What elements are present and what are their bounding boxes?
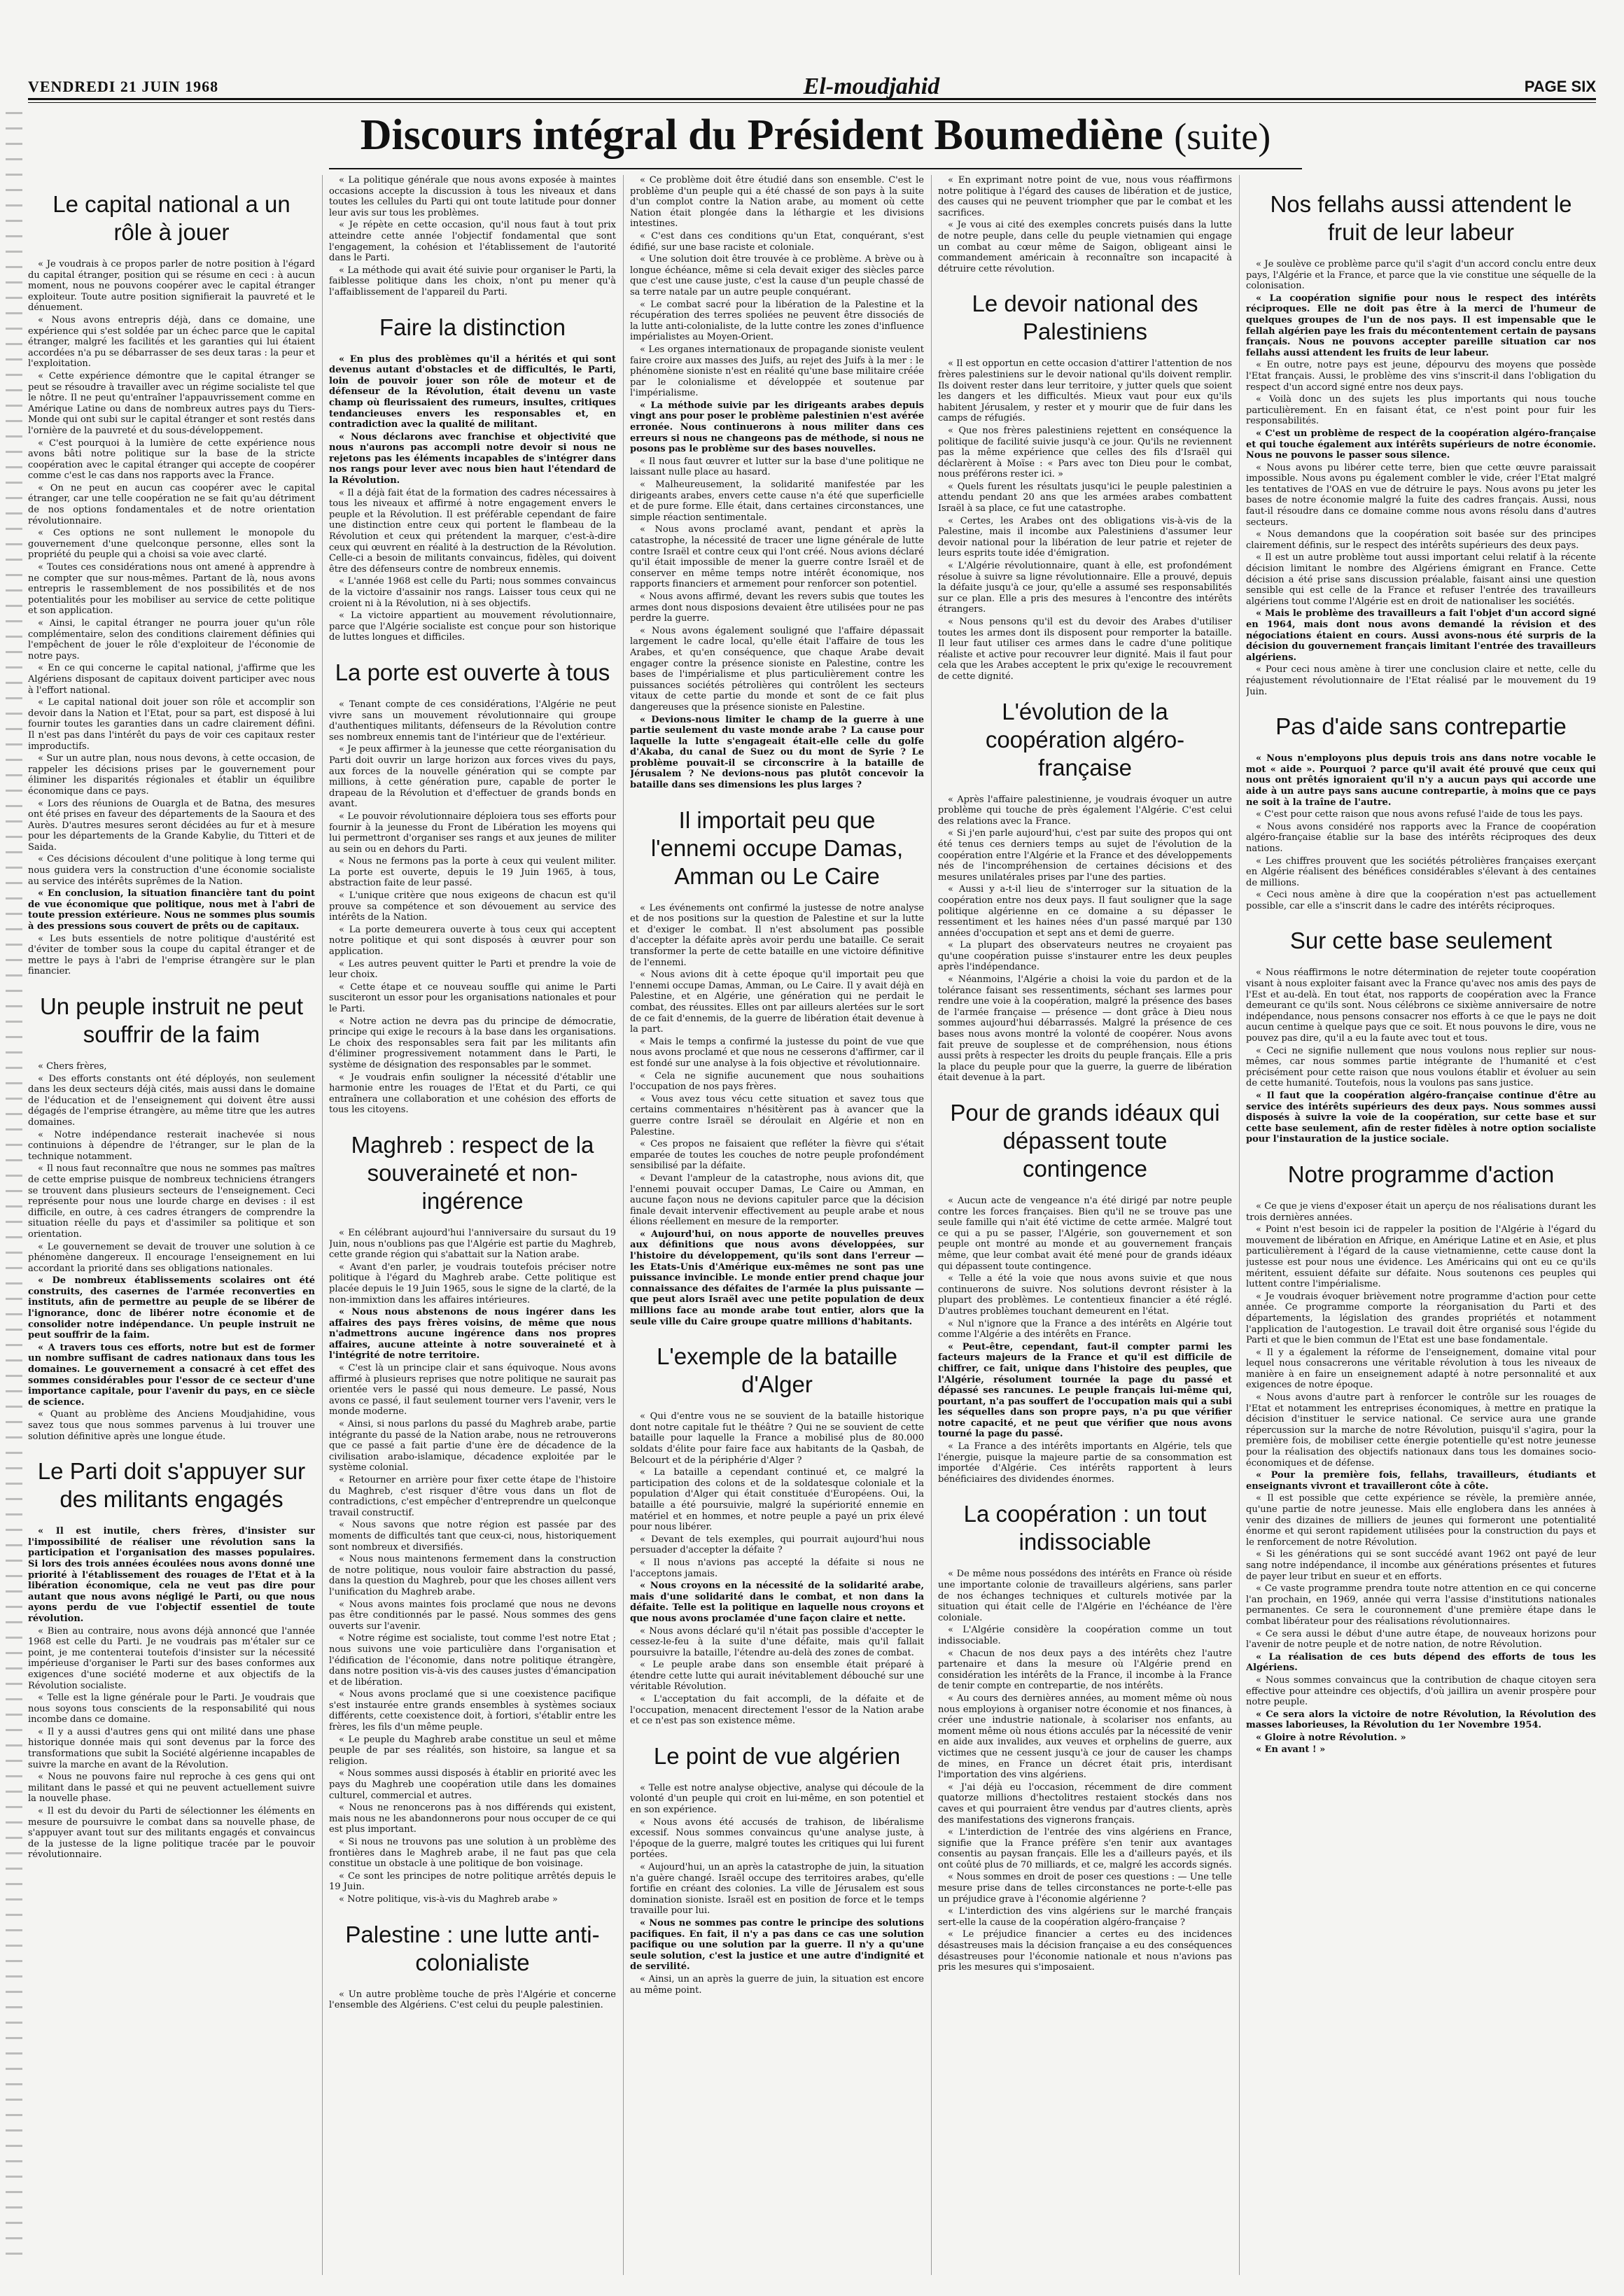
- paragraph: « Il a déjà fait état de la formation des cadres nécessaires à tous les niveaux et affirmé à notre engagement envers le peuple et la Révolution. Il est préférable cependant de faire une distinction entre ceux qui portent le flambeau de la Révolution et ceux qui prétendent la marquer, c'est-à-dire ceux qui œuvrent en réalité à la destruction de la Révolution. Celle-ci a besoin de militants convaincus, fidèles, qui doivent être des défenseurs contre de nombreux ennemis.: [329, 487, 616, 575]
- paragraph: « Nous demandons que la coopération soit basée sur des principes clairement définis, sur le respect des intérêts supérieurs des deux pays.: [1246, 529, 1596, 551]
- paragraph: « Nous avons également souligné que l'affaire dépassait largement le cadre local, qu'elle était l'affaire de tous les Arabes, et qu'en conséquence, que chaque Arabe devait engager contre la présence sioniste en Palestine, contre les bases de l'impérialisme et plus particulièrement contre les puissances sociétés pétrolières qui contrôlent les secteurs vitaux de cette partie du monde et sont de ce fait plus dangereuses que la présence sioniste en Palestine.: [630, 625, 924, 713]
- issue-date: VENDREDI 21 JUIN 1968: [28, 78, 219, 95]
- paragraph: « La méthode suivie par les dirigeants arabes depuis vingt ans pour poser le problème palestinien n'est avérée erronée. Nous continuerons à nous militer dans ces erreurs si nous ne changeons pas de méthode, si nous ne posons pas le problème sur des bases nouvelles.: [630, 400, 924, 455]
- paragraph: « Les chiffres prouvent que les sociétés pétrolières françaises exerçant en Algérie réalisent des bénéfices considérables s'élevant à des centaines de millions.: [1246, 855, 1596, 888]
- paragraph: « C'est là un principe clair et sans équivoque. Nous avons affirmé à plusieurs reprises que notre politique ne saurait pas orientée vers le passé qui nous demeure. Le passé, Nous avons ce passé, il faut seulement tourner vers l'avenir, vers le monde moderne.: [329, 1363, 616, 1418]
- paragraph: « Ceci ne signifie nullement que nous voulons nous replier sur nous-mêmes, car nous sommes partie intégrante de l'humanité et c'est précisément pour cette raison que nous voulons établir et évoluer au sein de cette humanité. Toutefois, nous la voulons pas sans justice.: [1246, 1045, 1596, 1089]
- paragraph: « La France a des intérêts importants en Algérie, tels que l'énergie, puisque la majeure partie de sa consommation est importée d'Algérie. Ces intérêts rapportent à leurs bénéficiaires des dividendes énormes.: [938, 1441, 1232, 1485]
- headline-rule: [329, 168, 1302, 169]
- subhead: Le Parti doit s'appuyer sur des militants engagés: [37, 1458, 306, 1513]
- paragraph: « En exprimant notre point de vue, nous vous réaffirmons notre politique à l'égard des causes de libération et de justice, des causes qui ne peuvent triompher que par le combat et les sacrifices.: [938, 175, 1232, 218]
- paragraph: « Il est du devoir du Parti de sélectionner les éléments en mesure de poursuivre le combat dans sa nouvelle phase, de s'appuyer avant tout sur des militants engagés et convaincus de la justesse de la ligne politique tracée par le pouvoir révolutionnaire.: [28, 1806, 315, 1861]
- paragraph: « Nous déclarons avec franchise et objectivité que nous n'aurons pas accompli notre devoir si nous ne rejetons pas les éléments incapables de s'intégrer dans nos rangs pour lever avec nous bien haut l'étendard de la Révolution.: [329, 431, 616, 486]
- column-divider: [931, 175, 932, 2275]
- paragraph: « Nous avons déclaré qu'il n'était pas possible d'accepter le cessez-le-feu à la suite d'une défaite, mais qu'il fallait poursuivre la bataille, l'étendre au-delà des zones de combat.: [630, 1625, 924, 1658]
- paragraph: « Vous avez tous vécu cette situation et savez tous que certains commentaires n'hésitèrent pas à avancer que la guerre contre Israël se déroulait en Algérie et non en Palestine.: [630, 1093, 924, 1138]
- paragraph: « En célébrant aujourd'hui l'anniversaire du sursaut du 19 Juin, nous n'oublions pas que l'Algérie est partie du Maghreb, cette grande région qui s'abattait sur la Nation arabe.: [329, 1227, 616, 1261]
- paragraph: « Notre régime est socialiste, tout comme l'est notre Etat ; nous suivons une voie particulière dans l'organisation et l'édification de l'économie, dans notre politique étrangère, dans notre position vis-à-vis des causes justes d'émancipation et de libération.: [329, 1633, 616, 1688]
- paragraph: « Que nos frères palestiniens rejettent en conséquence la politique de facilité suivie jusqu'à ce jour. Qu'ils ne reviennent pas la même expérience que celles des fils d'Israël qui déclarèrent à Moïse : « Pars avec ton Dieu pour le combat, nous préférons rester ici. »: [938, 425, 1232, 480]
- subhead: Pour de grands idéaux qui dépassent toute contingence: [950, 1100, 1220, 1182]
- masthead: [28, 73, 1596, 101]
- paragraph: « Notre politique, vis-à-vis du Maghreb arabe »: [339, 1893, 558, 1905]
- paragraph: « C'est dans ces conditions qu'un Etat, conquérant, s'est édifié, sur une base raciste et coloniale.: [630, 230, 924, 253]
- paragraph: « Notre action ne devra pas du principe de démocratie, principe qui exige le recours à la base dans les organisations. Le choix des responsables sera fait par les militants afin d'éliminer progressivement notamment dans le Parti, le système de désignation des responsables par le sommet.: [329, 1016, 616, 1070]
- paragraph: « Il nous faut reconnaître que nous ne sommes pas maîtres de cette emprise puisque de nombreux techniciens étrangers se trouvent dans plusieurs secteurs de l'enseignement. Ceci représente pour nous une lourde charge en devises : il est difficile, en outre, à ces cadres étrangers de comprendre la situation réelle du pays et d'assimiler sa politique et son orientation.: [28, 1163, 315, 1240]
- paragraph: « Ceci nous amène à dire que la coopération n'est pas actuellement possible, car elle a s'inscrit dans le cadre des intérêts réciproques.: [1246, 890, 1596, 911]
- page-number: PAGE SIX: [1524, 78, 1596, 95]
- column-4: [938, 175, 1232, 2282]
- paragraph: « Il y a également la réforme de l'enseignement, domaine vital pour lequel nous consacrerons une véritable révolution à tous les niveaux de manière à en faire un enseignement adapté à notre personnalité et aux exigences de notre époque.: [1246, 1347, 1596, 1391]
- column-5: [1246, 175, 1596, 2282]
- paragraph: « Nous avons considéré nos rapports avec la France de coopération algéro-française établie sur la base des intérêts réciproques des deux nations.: [1246, 821, 1596, 854]
- page-headline: [329, 111, 1302, 167]
- paragraph: « Nous avions dit à cette époque qu'il importait peu que l'ennemi occupe Damas, Amman, ou Le Caire. Il y avait déjà en Palestine, et en Algérie, une génération qui ne perdait le combat, des réussites. Elles ont par ailleurs alertées sur le sort de ce fait d'ennemis, de la guerre de libération était devenue à la part.: [630, 969, 924, 1035]
- paragraph: « En ce qui concerne le capital national, j'affirme que les Algériens disposant de capitaux doivent participer avec nous à l'effort national.: [28, 663, 315, 696]
- paragraph: « A travers tous ces efforts, notre but est de former un nombre suffisant de cadres nationaux dans tous les domaines. Le gouvernement a consacré à cet effet des sommes considérables pour l'essor de ce secteur d'une importance capitale, pour l'avenir du pays, en ce siècle de science.: [28, 1342, 315, 1408]
- paragraph: « La politique générale que nous avons exposée à maintes occasions accepte la discussion à tous les niveaux et dans toutes les cellules du Parti qui ont toute latitude pour donner leur avis sur tous les problèmes.: [329, 175, 616, 218]
- paragraph: « La victoire appartient au mouvement révolutionnaire, parce que l'Algérie socialiste est conçue pour son historique de luttes longues et difficiles.: [329, 610, 616, 643]
- paragraph: « Chacun de nos deux pays a des intérêts chez l'autre partenaire et dans la mesure où l'Algérie prend en considération les intérêts de la France, il incombe à la France de tenir compte en contrepartie, de nos intérêts.: [938, 1648, 1232, 1692]
- paragraph: « Mais le temps a confirmé la justesse du point de vue que nous avons proclamé et que nous ne cesserons d'affirmer, car il est fondé sur une analyse à la fois objective et révolutionnaire.: [630, 1036, 924, 1069]
- paragraph: « En outre, notre pays est jeune, dépourvu des moyens que possède l'Etat français. Aussi, le problème des vins s'inscrit-il dans l'obligation du respect d'un accord signé entre nos deux pays.: [1246, 360, 1596, 393]
- paragraph: « De nombreux établissements scolaires ont été construits, des casernes de l'armée reconverties en instituts, afin de permettre au peuple de se libérer de l'ignorance, donc de libérer notre économie et de consolider notre indépendance. Un peuple instruit ne peut souffrir de la faim.: [28, 1275, 315, 1341]
- paragraph: « Chers frères,: [38, 1061, 107, 1072]
- paragraph: « Il faut que la coopération algéro-française continue d'être au service des intérêts supérieurs des deux pays. Nous sommes aussi disposés à suivre la voie de la coopération, sur cette base et sur cette base seulement, afin de rester fidèles à notre option socialiste pour l'instauration de la justice sociale.: [1246, 1091, 1596, 1145]
- margin-binding-dots: [6, 112, 22, 2268]
- paragraph: « Nous nous abstenons de nous ingérer dans les affaires des pays frères voisins, de même que nous n'admettrons aucune ingérence dans nos propres affaires, aucune atteinte à notre souveraineté et à l'intégrité de notre territoire.: [329, 1307, 616, 1362]
- headline-main: Discours intégral du Président Boumediène: [360, 111, 1163, 159]
- subhead: Le capital national a un rôle à jouer: [52, 191, 290, 245]
- paragraph: « Ces décisions découlent d'une politique à long terme qui nous guidera vers la construction d'une économie socialiste au service des intérêts suprêmes de la Nation.: [28, 854, 315, 887]
- paragraph: « Nous ne pouvons faire nul reproche à ces gens qui ont militant dans le passé et qui ne peuvent actuellement suivre la nouvelle phase.: [28, 1772, 315, 1805]
- paragraph: « Il y a aussi d'autres gens qui ont milité dans une phase historique donnée mais qui sont devenus par la force des transformations que subit la Société algérienne incapables de suivre la marche en avant de la Révolution.: [28, 1726, 315, 1770]
- paragraph: « Devions-nous limiter le champ de la guerre à une partie seulement du vaste monde arabe ? La cause pour laquelle la lutte s'engageait était-elle celle du golfe d'Akaba, du canal de Suez ou du mont de Syrie ? Le problème pouvait-il se circonscrire à la bataille de Jérusalem ? Ne devions-nous pas plutôt concevoir la bataille dans ses dimensions les plus larges ?: [630, 714, 924, 791]
- paragraph: « Au cours des dernières années, au moment même où nous nous employions à organiser notre économie et nos finances, à créer une industrie nationale, à scolariser nos enfants, au moment même où nous étions acculés par la nécessité de venir en aide aux invalides, aux veuves et orphelins de guerre, aux victimes que ne cessent jusqu'à ce jour de causer les champs de mines, en France un décret était pris, interdisant l'importation des vins algériens.: [938, 1693, 1232, 1781]
- paragraph: « Ainsi, le capital étranger ne pourra jouer qu'un rôle complémentaire, selon des conditions clairement définies qui l'empêchent de jouer le rôle d'exploiteur de l'économie de notre pays.: [28, 618, 315, 662]
- paragraph: « L'Algérie considère la coopération comme un tout indissociable.: [938, 1625, 1232, 1646]
- paragraph: « Point n'est besoin ici de rappeler la position de l'Algérie à l'égard du mouvement de libération en Afrique, en Amérique Latine et en Asie, et plus particulièrement à l'égard de la cause vietnamienne, cette cause dont la justesse est pour nous une évidence. Les Américains qui ont eu ce qu'ils méritent, essuient défaite sur défaite. Nous soutenons ces peuples qui luttent contre l'impérialisme.: [1246, 1224, 1596, 1290]
- paragraph: « Le pouvoir révolutionnaire déploiera tous ses efforts pour fournir à la jeunesse du Front de Libération les moyens qui lui permettront d'organiser ses rangs et aux jeunes de militer au sein ou en dehors du Parti.: [329, 811, 616, 855]
- paragraph: « Nous avons proclamé avant, pendant et après la catastrophe, la nécessité de tracer une ligne générale de lutte contre Israël et contre ceux qui l'ont créé. Nous avions déclaré qu'il était impossible de mener la guerre contre Israël et de conserver en même temps notre intérêt économique, nos rapports financiers et armement pour renforcer son potentiel.: [630, 524, 924, 590]
- paragraph: « Le peuple arabe dans son ensemble était préparé à étendre cette lutte qui aurait inévitablement débouché sur une véritable Révolution.: [630, 1660, 924, 1693]
- paragraph: « Telle a été la voie que nous avons suivie et que nous continuerons de suivre. Nos solutions devront résister à la plupart des problèmes. Le contentieux financier a été réglé. D'autres problèmes touchant demeurent en l'état.: [938, 1273, 1232, 1317]
- paragraph: « Ce vaste programme prendra toute notre attention en ce qui concerne l'an prochain, en 1969, année qui verra l'assise d'institutions nationales permanentes. Ce sera le couronnement d'une première étape dans le combat libérateur pour des réalisations révolutionnaires.: [1246, 1583, 1596, 1627]
- paragraph: « Nous ne fermons pas la porte à ceux qui veulent militer. La porte est ouverte, depuis le 19 Juin 1965, à tous, abstraction faite de leur passé.: [329, 856, 616, 889]
- paragraph: « Les autres peuvent quitter le Parti et prendre la voie de leur choix.: [329, 958, 616, 981]
- paragraph: « Je soulève ce problème parce qu'il s'agit d'un accord conclu entre deux pays, l'Algérie et la France, et parce que la vie constitue une séquelle de la colonisation.: [1246, 259, 1596, 292]
- paragraph: « Nous ne sommes pas contre le principe des solutions pacifiques. En fait, il n'y a pas dans ce cas une solution pacifique ou une solution par la guerre. Il n'y a qu'une seule solution, c'est la justice et une autre d'indignité et de servilité.: [630, 1917, 924, 1973]
- paragraph: « Tenant compte de ces considérations, l'Algérie ne peut vivre sans un mouvement révolutionnaire qui groupe d'authentiques militants, défenseurs de la Révolution contre ses nombreux ennemis tant de l'intérieur que de l'extérieur.: [329, 699, 616, 743]
- paragraph: « Mais le problème des travailleurs a fait l'objet d'un accord signé en 1964, mais dont nous avons demandé la révision et des négociations étaient en cours. Aussi avons-nous été surpris de la décision du gouvernement français limitant l'entrée des travailleurs algériens.: [1246, 608, 1596, 663]
- paragraph: « Nous avons affirmé, devant les revers subis que toutes les armes dont nous disposions devaient être utilisées pour ne pas perdre la guerre.: [630, 591, 924, 624]
- paragraph: « Nous ne renoncerons pas à nos différends qui existent, mais nous ne les abandonnerons pour nous occuper de ce qui est plus important.: [329, 1802, 616, 1835]
- column-3: [630, 175, 924, 2282]
- paragraph: « Je répète en cette occasion, qu'il nous faut à tout prix atteindre cette année l'objectif fondamental que sont l'engagement, la cohésion et l'établissement de l'autorité dans le Parti.: [329, 220, 616, 264]
- paragraph: « Ce sont les principes de notre politique arrêtés depuis le 19 Juin.: [329, 1870, 616, 1893]
- paragraph: « Il est inutile, chers frères, d'insister sur l'impossibilité de réaliser une révolution sans la participation et l'organisation des masses populaires. Si lors des trois années écoulées nous avons donné une priorité à l'établissement des rouages de l'Etat et à la libération économique, cela ne veut pas dire pour autant que nous avons négligé le Parti, ou que nous ayons perdu de vue l'objectif essentiel de toute révolution.: [28, 1526, 315, 1624]
- paragraph: « La réalisation de ces buts dépend des efforts de tous les Algériens.: [1246, 1651, 1596, 1674]
- paragraph: « Il nous faut œuvrer et lutter sur la base d'une politique ne laissant nulle place au hasard.: [630, 456, 924, 478]
- paragraph: « Les organes internationaux de propagande sioniste veulent faire croire aux masses des Juifs, au rejet des Juifs à la mer : le phénomène sioniste n'est en réalité qu'une base militaire créée par le colonialisme et développée et soutenue par l'impérialisme.: [630, 344, 924, 399]
- paragraph: « Il est un autre problème tout aussi important celui relatif à la récente décision limitant le nombre des Algériens émigrant en France. Cette décision a été prise sans discussion préalable, faisant ainsi une question sensible qui est celle de la France et refuser l'entrée des travailleurs algériens tout comme l'Algérie est en droit de nationaliser les sociétés.: [1246, 552, 1596, 607]
- paragraph: « Ainsi, un an après la guerre de juin, la situation est encore au même point.: [630, 1973, 924, 1996]
- paragraph: « C'est pourquoi à la lumière de cette expérience nous avons bâti notre politique sur la base de la stricte coopération avec le capital étranger qui accepte de coopérer comme c'est le cas dans nos rapports avec la France.: [28, 438, 315, 482]
- paragraph: « La méthode qui avait été suivie pour organiser le Parti, la faiblesse politique dans les choix, n'ont pu mener qu'à l'affaiblissement de l'appareil du Parti.: [329, 265, 616, 298]
- paragraph: « L'unique critère que nous exigeons de chacun est qu'il prouve sa compétence et son dévouement au service des intérêts de la Nation.: [329, 890, 616, 923]
- paragraph: « En avant ! »: [1256, 1744, 1326, 1756]
- paragraph: « Nous avons d'autre part à renforcer le contrôle sur les rouages de l'Etat et notamment les entreprises économiques, à mettre en pratique la décision d'instituer le service national. Ce service aura une grande répercussion sur la marche de notre Révolution, puisqu'il s'agira, pour la première fois, de mobiliser cette énergie potentielle qu'est notre jeunesse pour la réalisation des objectifs nationaux dans tous les domaines socio-économiques et de défense.: [1246, 1392, 1596, 1469]
- paragraph: « Devant de tels exemples, qui pourrait aujourd'hui nous persuader d'accepter la défaite ?: [630, 1534, 924, 1556]
- masthead-rule-thin: [28, 102, 1596, 103]
- subhead: Un peuple instruit ne peut souffrir de la faim: [39, 993, 304, 1047]
- subhead: L'évolution de la coopération algéro-française: [985, 698, 1185, 780]
- subhead: Le point de vue algérien: [653, 1742, 901, 1769]
- paragraph: « Nous croyons en la nécessité de la solidarité arabe, mais d'une solidarité dans le combat, et non dans la défaite. Telle est la politique en laquelle nous croyons et que nous avons proclamée d'une façon claire et nette.: [630, 1581, 924, 1624]
- paragraph: « Nous n'employons plus depuis trois ans dans notre vocable le mot « aide ». Pourquoi ? parce qu'il avait été prouvé que ceux qui nous ont prêtés ignoraient qu'il n'y a aucun pays qui accorde une aide à un autre pays sans aucune contrepartie, à moins que ce pays ne soit à la traîne de l'autre.: [1246, 753, 1596, 808]
- paragraph: « Pour la première fois, fellahs, travailleurs, étudiants et enseignants vivront et travailleront côte à côte.: [1246, 1470, 1596, 1492]
- subhead: Maghreb : respect de la souveraineté et non-ingérence: [351, 1131, 594, 1214]
- subhead: Palestine : une lutte anti-colonialiste: [345, 1921, 600, 1975]
- paragraph: « Je voudrais à ce propos parler de notre position à l'égard du capital étranger, position qui se résume en ceci : à aucun moment, nous ne pouvons coopérer avec le capital étranger exploiteur. Toute autre position signifierait la pauvreté et le dénuement.: [28, 259, 315, 314]
- paragraph: « Quels furent les résultats jusqu'ici le peuple palestinien a attendu pendant 20 ans que les armées arabes combattent Israël à sa place, ce fut une catastrophe.: [938, 481, 1232, 514]
- paragraph: « L'interdiction des vins algériens sur le marché français sert-elle la cause de la coopération algéro-française ?: [938, 1906, 1232, 1928]
- subhead: Le devoir national des Palestiniens: [972, 290, 1198, 345]
- subhead: Sur cette base seulement: [1289, 927, 1553, 954]
- paragraph: « C'est un problème de respect de la coopération algéro-française et qui touche également aux intérêts supérieurs de notre économie. Nous ne pouvons le passer sous silence.: [1246, 428, 1596, 461]
- subhead: La coopération : un tout indissociable: [963, 1501, 1207, 1555]
- paragraph: « Nous savons que notre région est passée par des moments de difficultés tant que ceux-ci, nous, historiquement sont nombreux et diversifiés.: [329, 1520, 616, 1553]
- paragraph: « Si les générations qui se sont succédé avant 1962 ont payé de leur sang notre indépendance, il incombe aux générations présentes et futures de payer leur tribut en sueur et en efforts.: [1246, 1549, 1596, 1582]
- paragraph: « Aucun acte de vengeance n'a été dirigé par notre peuple contre les forces françaises. Bien qu'il ne se trouve pas une seule famille qui n'ait été victime de cette armée. Malgré tout ce qui a pu se passer, l'Algérie, son gouvernement et son peuple ont montré au monde et au gouvernement français même, que leur combat avait été mené pour de grands idéaux qui dépassent toute contingence.: [938, 1196, 1232, 1272]
- paragraph: « La porte demeurera ouverte à tous ceux qui acceptent notre politique et qui sont disposés à œuvrer pour son application.: [329, 924, 616, 958]
- subhead: Notre programme d'action: [1287, 1161, 1555, 1187]
- paragraph: « De même nous possédons des intérêts en France où réside une importante colonie de travailleurs algériens, sans parler de nos échanges techniques et culturels motivée par la situation qui était celle de l'Algérie en l'échéance de l'ère coloniale.: [938, 1569, 1232, 1623]
- paragraph: « Ces propos ne faisaient que refléter la fièvre qui s'était emparée de toutes les couches de notre peuple profondément sensibilisé par la défaite.: [630, 1139, 924, 1172]
- paragraph: « Nous sommes aussi disposés à établir en priorité avec les pays du Maghreb une coopération utile dans les domaines culturel, commercial et autres.: [329, 1768, 616, 1801]
- column-divider: [1239, 175, 1240, 2275]
- paragraph: « Des efforts constants ont été déployés, non seulement dans les deux secteurs déjà cités, mais aussi dans le domaine de l'éducation et de l'enseignement qui doivent être aussi dégagés de l'emprise étrangère, au même titre que les autres domaines.: [28, 1073, 315, 1128]
- subhead: Faire la distinction: [379, 314, 566, 340]
- paragraph: « Si nous ne trouvons pas une solution à un problème des frontières dans le Maghreb arabe, il ne faut pas que cela constitue un obstacle à une politique de bon voisinage.: [329, 1837, 616, 1870]
- paragraph: « Le peuple du Maghreb arabe constitue un seul et même peuple de par ses réalités, son histoire, sa langue et sa religion.: [329, 1734, 616, 1767]
- paragraph: « Pour ceci nous amène à tirer une conclusion claire et nette, celle du réajustement révolutionnaire de l'Etat réalisé par le mouvement du 19 Juin.: [1246, 664, 1596, 697]
- paragraph: « Ces options ne sont nullement le monopole du gouvernement d'une quelconque personne, elles sont la propriété du peuple qui a choisi sa voie avec clarté.: [28, 528, 315, 561]
- paragraph: « Cela ne signifie aucunement que nous souhaitions l'occupation de nos pays frères.: [630, 1070, 924, 1093]
- masthead-rule: [28, 98, 1596, 100]
- paragraph: « Nous nous maintenons fermement dans la construction de notre politique, nous vouloir faire abstraction du passé, dans la question du Maghreb, pour que les choses aillent vers l'unification du Maghreb arabe.: [329, 1554, 616, 1597]
- headline-suite: (suite): [1174, 115, 1271, 158]
- column-2: [329, 175, 616, 2282]
- paragraph: « Quant au problème des Anciens Moudjahidine, vous savez tous que nous sommes parvenus à lui trouver une solution définitive après une longue étude.: [28, 1409, 315, 1442]
- paragraph: « Retourner en arrière pour fixer cette étape de l'histoire du Maghreb, c'est risquer d'être vous dans un flot de contradictions, c'est empêcher d'entreprendre un quelconque travail constructif.: [329, 1475, 616, 1518]
- paragraph: « Telle est notre analyse objective, analyse qui découle de la volonté d'un peuple qui croit en lui-même, en son potentiel et en son expérience.: [630, 1782, 924, 1816]
- paragraph: « Ce sera aussi le début d'une autre étape, de nouveaux horizons pour l'avenir de notre peuple et de notre nation, de notre Révolution.: [1246, 1628, 1596, 1651]
- paragraph: « Malheureusement, la solidarité manifestée par les dirigeants arabes, envers cette cause n'a été que superficielle et de pure forme. Elle était, dans certaines circonstances, une simple réaction sentimentale.: [630, 479, 924, 523]
- paragraph: « Néanmoins, l'Algérie a choisi la voie du pardon et de la tolérance faisant ses ressentiments, séchant ses larmes pour rendre une voie à la coopération, malgré la présence des bases de l'armée française — présence — dont grâce à Dieu nous sommes aujourd'hui débarrassés. Malgré la présence de ces bases nous avons montré la volonté de coopérer. Nous avons fait preuve de souplesse et de compréhension, nous étions aussi prêts à respecter les droits du peuple français. Elle a pris la place du peuple pour que la guerre, la guerre de libération était devenue à la part.: [938, 974, 1232, 1084]
- paragraph: « Toutes ces considérations nous ont amené à apprendre à ne compter que sur nous-mêmes. Partant de là, nous avons entrepris le rassemblement de nos possibilités et de nos potentialités pour les mobiliser au service de cette politique et son application.: [28, 562, 315, 617]
- paragraph: « Gloire à notre Révolution. »: [1256, 1732, 1406, 1743]
- paragraph: « Une solution doit être trouvée à ce problème. A brève ou à longue échéance, même si cela devait exiger des siècles parce que c'est une cause juste, c'est la cause d'un peuple chassé de sa terre natale par un autre peuple conquérant.: [630, 254, 924, 298]
- paragraph: « Nous sommes en droit de poser ces questions : — Une telle mesure prise dans de telles circonstances ne porte-t-elle pas un préjudice grave à l'économie algérienne ?: [938, 1872, 1232, 1905]
- paragraph: « Bien au contraire, nous avons déjà annoncé que l'année 1968 est celle du Parti. Je ne voudrais pas m'étaler sur ce point, je me contenterai toutefois d'insister sur la nécessité impérieuse d'organiser le Parti sur des bases conformes aux exigences d'une société moderne et aux objectifs de la Révolution socialiste.: [28, 1625, 315, 1691]
- paragraph: « Un autre problème touche de près l'Algérie et concerne l'ensemble des Algériens. C'est celui du peuple palestinien.: [329, 1989, 616, 2011]
- paragraph: « Nous avons maintes fois proclamé que nous ne devons pas être conditionnés par le passé. Nous sommes des gens ouverts sur l'avenir.: [329, 1599, 616, 1632]
- paragraph: « Nous avons entrepris déjà, dans ce domaine, une expérience qui s'est soldée par un échec parce que le capital étranger, malgré les facilités et les garanties qui lui étaient accordées n'a pu se débarrasser de ses deux taras : la peur et l'exploitation.: [28, 314, 315, 370]
- subhead: La porte est ouverte à tous: [335, 659, 610, 685]
- paragraph: « Il est opportun en cette occasion d'attirer l'attention de nos frères palestiniens sur le devoir national qu'ils doivent remplir. Ils doivent rester dans leur territoire, y jutter quels que soient les dangers et les difficultés. Mieux vaut pour eux qu'ils habitent Jérusalem, y rester et y mourir que de fuir dans les camps de réfugiés.: [938, 358, 1232, 424]
- paragraph: « Aujourd'hui, un an après la catastrophe de juin, la situation n'a guère changé. Israël occupe des territoires arabes, qu'elle fortifie en créant des colonies. La ville de Jérusalem est sous domination sioniste. Israël est en position de force et le temps travaille pour lui.: [630, 1862, 924, 1917]
- paragraph: « Le combat sacré pour la libération de la Palestine et la récupération des terres spoliées ne peuvent être dissociés de la lutte anti-colonialiste, de la lutte contre les zones d'influence impérialistes au Moyen-Orient.: [630, 299, 924, 343]
- paragraph: « Notre indépendance resterait inachevée si nous continuions à dépendre de l'étranger, sur le plan de la technique notamment.: [28, 1129, 315, 1162]
- paragraph: « L'Algérie révolutionnaire, quant à elle, est profondément résolue à suivre sa ligne révolutionnaire. Elle a prouvé, depuis la défaite jusqu'à ce jour, qu'elle a assumé ses responsabilités sur ce plan. Elle a pris des mesures à l'encontre des intérêts étrangers.: [938, 561, 1232, 615]
- paragraph: « On ne peut en aucun cas coopérer avec le capital étranger, car une telle coopération ne se fait qu'au détriment de nos options fondamentales et de notre orientation révolutionnaire.: [28, 482, 315, 526]
- subhead: Il importait peu que l'ennemi occupe Damas, Amman ou Le Caire: [650, 806, 904, 889]
- paragraph: « Ce que je viens d'exposer était un aperçu de nos réalisations durant les trois dernières années.: [1246, 1200, 1596, 1223]
- paragraph: « Lors des réunions de Ouargla et de Batna, des mesures ont été prises en faveur des départements de la Saoura et des Aurès. D'autres mesures seront décidées au fur et à mesure pour les départements de la Grande Kabylie, du Titteri et de Saida.: [28, 798, 315, 853]
- paragraph: « C'est pour cette raison que nous avons refusé l'aide de tous les pays.: [1256, 809, 1583, 820]
- paragraph: « Nous avons pu libérer cette terre, bien que cette œuvre paraissait impossible. Nous avons pu également combler le vide, créer l'Etat malgré les tentatives de l'OAS en vue de détruire le pays. Nous avons pu jeter les bases de notre économie malgré la fuite des cadres français. Aussi, nous faut-il résoudre dans ce domaine comme nous avons résolu dans d'autres secteurs.: [1246, 462, 1596, 528]
- paragraph: « La bataille a cependant continué et, ce malgré la participation des colons et de la soldatesque coloniale et la population d'Alger qui était constituée d'Européens. Oui, la bataille a été poursuivie, malgré la supériorité ennemie en matériel et en hommes, et notre peuple a payé un prix élevé pour nous libérer.: [630, 1467, 924, 1533]
- paragraph: « Aujourd'hui, on nous apporte de nouvelles preuves aux définitions que nous avons développées, sur l'histoire du développement, qu'ils sont dans l'erreur — les Etats-Unis d'Amérique eux-mêmes ne sont pas une puissance invincible. Le monde entier prend chaque jour connaissance des défaites de l'armée la plus puissante — que peut alors Israël avec une petite population de deux millions face au monde arabe tout entier, alors que la seule ville du Caire groupe quatre millions d'habitants.: [630, 1228, 924, 1327]
- paragraph: « Cette étape et ce nouveau souffle qui anime le Parti susciteront un essor pour les organisations nationales et pour le Parti.: [329, 981, 616, 1014]
- subhead: Nos fellahs aussi attendent le fruit de leur labeur: [1270, 191, 1572, 245]
- paragraph: « J'ai déjà eu l'occasion, récemment de dire comment quatorze millions d'hectolitres restaient stockés dans nos caves et qui pourraient être vendus par d'autres clients, après des manifestations des vignerons français.: [938, 1782, 1232, 1826]
- paragraph: « Après l'affaire palestinienne, je voudrais évoquer un autre problème qui touche de près également l'Algérie. C'est celui des relations avec la France.: [938, 794, 1232, 827]
- paragraph: « Ce problème doit être étudié dans son ensemble. C'est le problème d'un peuple qui a été chassé de son pays à la suite d'un complot contre la Nation arabe, au moment où cette Nation était plongée dans la léthargie et les divisions intestines.: [630, 175, 924, 230]
- subhead: Pas d'aide sans contrepartie: [1275, 713, 1567, 740]
- paragraph: « Qui d'entre vous ne se souvient de la bataille historique dont notre capitale fut le théâtre ? Qui ne se souvient de cette bataille pour laquelle la France a mobilisé plus de 80.000 soldats d'élite pour faire face aux habitants de la Qasbah, de Belcourt et de la périphérie d'Alger ?: [630, 1411, 924, 1466]
- subhead: L'exemple de la bataille d'Alger: [657, 1343, 897, 1398]
- paragraph: « Je peux affirmer à la jeunesse que cette réorganisation du Parti doit ouvrir un large horizon aux forces vives du pays, aux forces de la nouvelle génération qui se compte par millions, à cette génération pure, capable de porter le drapeau de la Révolution et d'effectuer de grands bonds en avant.: [329, 744, 616, 810]
- paragraph: « L'acceptation du fait accompli, de la défaite et de l'occupation, menacent directement l'essor de la Nation arabe et ce n'est pas son existence même.: [630, 1694, 924, 1727]
- paragraph: « La plupart des observateurs neutres ne croyaient pas qu'une coopération puisse s'instaurer entre les deux peuples après l'indépendance.: [938, 940, 1232, 973]
- paragraph: « Le capital national doit jouer son rôle et accomplir son devoir dans la Nation et l'Etat, pour sa part, est disposé à lui fournir toutes les garanties dans un cadre clairement défini. Il n'est pas dans l'intérêt du pays de voir ces capitaux rester improductifs.: [28, 697, 315, 752]
- paragraph: « Je vous ai cité des exemples concrets puisés dans la lutte de notre peuple, dans celle du peuple vietnamien qui engage un combat au cœur même de Saigon, obligeant ainsi le commandement américain à reconnaître son incapacité à détruire cette révolution.: [938, 220, 1232, 274]
- paragraph: « Nous avons été accusés de trahison, de libéralisme excessif. Nous sommes convaincus qu'une analyse juste, à l'époque de la guerre, malgré toutes les critiques qui lui furent portées.: [630, 1816, 924, 1861]
- paragraph: « Le préjudice financier a certes eu des incidences désastreuses mais la décision française a eu des conséquences désastreuses pour l'économie nationale et nous n'avions pas pris les mesures qui s'imposaient.: [938, 1929, 1232, 1973]
- paragraph: « Nul n'ignore que la France a des intérêts en Algérie tout comme l'Algérie a des intérêts en France.: [938, 1318, 1232, 1340]
- paragraph: « Il nous n'avions pas accepté la défaite si nous ne l'acceptons jamais.: [630, 1557, 924, 1579]
- paragraph: « En plus des problèmes qu'il a hérités et qui sont devenus autant d'obstacles et de difficultés, le Parti, loin de pouvoir jouer son rôle de moteur et de défenseur de la Révolution, était devenu un vaste champ où fleurissaient des rumeurs, insultes, critiques tendancieuses envers les responsables et, en contradiction avec la qualité de militant.: [329, 354, 616, 430]
- column-divider: [623, 175, 624, 2275]
- paragraph: « Nous réaffirmons le notre détermination de rejeter toute coopération visant à nous exploiter faisant avec la France qu'avec nos amis des pays de l'Est et au-delà. En tout état, nos rapports de coopération avec la France demeurant ce qu'ils sont. Nous célébrons ce sixième anniversaire de notre indépendance, nous pensons consacrer nos efforts à ce que le pays ne doit aucun centime à quelque pays que ce soit. Et nous pouvons le dire, vous ne pouvez pas dire, qu'il a eu la faute avec tout et tous.: [1246, 967, 1596, 1044]
- paragraph: « Il est possible que cette expérience se révèle, la première année, qu'une partie de notre jeunesse. Mais elle englobera dans les années à venir des dizaines de milliers de jeunes qui formeront une potentialité énorme et qui seront rapidement utilisées pour la construction du pays et le renforcement de notre Révolution.: [1246, 1493, 1596, 1548]
- paragraph: « Ainsi, si nous parlons du passé du Maghreb arabe, partie intégrante du passé de la Nation arabe, nous ne retrouverons que ce passé a fait partie d'une ère de décadence de la civilisation arabo-islamique, décadence exploitée par le système colonial.: [329, 1419, 616, 1474]
- paragraph: « Avant d'en parler, je voudrais toutefois préciser notre politique à l'égard du Maghreb arabe. Cette politique est placée depuis le 19 Juin 1965, sous le signe de la clarté, de la non-immixtion dans les affaires intérieures.: [329, 1261, 616, 1306]
- paragraph: « Les buts essentiels de notre politique d'austérité est d'éviter de tomber sous la coupe du capital étranger et de mettre le pays à l'abri de l'emprise étrangère sur le plan financier.: [28, 933, 315, 977]
- paragraph: « Nous sommes convaincus que la contribution de chaque citoyen sera effective pour atteindre ces objectifs, d'où jaillira un avenir prospère pour notre peuple.: [1246, 1674, 1596, 1708]
- column-divider: [322, 175, 323, 2275]
- paragraph: « Voilà donc un des sujets les plus importants qui nous touche particulièrement. En en faisant état, ce n'est point pour fuir les responsabilités.: [1246, 394, 1596, 427]
- paragraph: « La coopération signifie pour nous le respect des intérêts réciproques. Elle ne doit pas être à la merci de l'humeur de quelques groupes de l'un de nos pays. Il est impensable que le fellah algérien paye les frais du mécontentement certain de paysans français. Nous ne pouvons accepter pareille situation car nos fellahs aussi attendent les fruits de leur labeur.: [1246, 293, 1596, 358]
- newspaper-name: El-moudjahid: [803, 74, 940, 99]
- paragraph: « Devant l'ampleur de la catastrophe, nous avions dit, que l'ennemi pouvait occuper Damas, Le Caire ou Amman, en aucune façon nous ne devions capituler parce que la décision finale devait intervenir effectivement au peuple arabe et nous élions réellement en mesure de la remporter.: [630, 1172, 924, 1228]
- paragraph: « Certes, les Arabes ont des obligations vis-à-vis de la Palestine, mais il incombe aux Palestiniens d'assumer leur devoir national pour la libération de leur patrie et rejeter de leurs esprits toute idée d'émigration.: [938, 515, 1232, 559]
- paragraph: « Nous avons proclamé que si une coexistence pacifique s'est instaurée entre grands ensembles à systèmes sociaux différents, cette coexistence doit, à fortiori, s'établir entre les frères, les fils d'un même peuple.: [329, 1689, 616, 1733]
- paragraph: « Je voudrais évoquer brièvement notre programme d'action pour cette année. Ce programme comporte la réorganisation du Parti et des départements, la législation des grandes propriétés et notamment l'application de l'autogestion. Le travail doit être organisé sous l'égide du Parti et que le bien commun de l'Etat est une base fondamentale.: [1246, 1291, 1596, 1346]
- paragraph: « L'année 1968 est celle du Parti; nous sommes convaincus de la victoire d'assainir nos rangs. Laisser tous ceux qui ne croient ni à la Révolution, ni à ses objectifs.: [329, 576, 616, 609]
- paragraph: « L'interdiction de l'entrée des vins algériens en France, signifie que la France préfère s'en tenir aux avantages consentis au paysan français. Elle les a d'ailleurs payés, et ils ont coûté plus de 70 milliards, et ce, malgré les accords signés.: [938, 1827, 1232, 1870]
- paragraph: « Sur un autre plan, nous nous devons, à cette occasion, de rappeler les décisions prises par le gouvernement pour éliminer les disparités régionales et établir un équilibre économique dans ce pays.: [28, 753, 315, 797]
- paragraph: « Nous pensons qu'il est du devoir des Arabes d'utiliser toutes les armes dont ils disposent pour remporter la bataille. Il leur faut utiliser ces armes dans le cadre d'une politique réaliste et active pour recouvrer leur dignité. Mais il faut pour cela que les Arabes acceptent le prix qu'exige le recouvrement de cette dignité.: [938, 617, 1232, 682]
- paragraph: « Cette expérience démontre que le capital étranger se peut se résoudre à travailler avec un régime socialiste tel que le nôtre. Il ne peut qu'entraîner l'appauvrissement comme en Amérique Latine ou dans de nombreux autres pays du Tiers-Monde qui ont subi sur le capital étranger et sont restés dans l'ornière de la pauvreté et du sous-développement.: [28, 370, 315, 436]
- column-1: [28, 175, 315, 2282]
- paragraph: « Si j'en parle aujourd'hui, c'est par suite des propos qui ont été tenus ces derniers temps au sujet de l'évolution de la coopération entre l'Algérie et la France et des développements nés de l'incompréhension de certaines décisions et des mesures unilatérales prises par l'une des parties.: [938, 828, 1232, 883]
- paragraph: « Je voudrais enfin souligner la nécessité d'établir une harmonie entre les rouages de l'Etat et du Parti, ce qui entraînera une collaboration et une cohésion des efforts de tous les citoyens.: [329, 1072, 616, 1116]
- paragraph: « En conclusion, la situation financière tant du point de vue économique que politique, nous met à l'abri de toute pression extérieure. Nous ne sommes plus soumis à des pressions sous couvert de prêts ou de capitaux.: [28, 888, 315, 932]
- paragraph: « Peut-être, cependant, faut-il compter parmi les facteurs majeurs de la France et qu'il est difficile de chiffrer, ce fait, unique dans l'histoire des peuples, que l'Algérie, résolument tournée la page du passé et dépassé ses rancunes. Le peuple français lui-même qui, pourtant, n'a pas souffert de l'occupation mais qui a subi les séquelles dans son propre pays, n'a pu que vérifier notre capacité, et ne peut que vérifier que nous avons tourné la page du passé.: [938, 1341, 1232, 1440]
- paragraph: « Aussi y a-t-il lieu de s'interroger sur la situation de la coopération entre nos deux pays. Il faut souligner que la sage politique algérienne en ce domaine a su dépasser le ressentiment et les haines nées d'un passé marqué par 130 années d'occupation et sept ans et demi de guerre.: [938, 884, 1232, 939]
- paragraph: « Telle est la ligne générale pour le Parti. Je voudrais que nous soyons tous conscients de la responsabilité qui nous incombe dans ce domaine.: [28, 1693, 315, 1726]
- paragraph: « Les événements ont confirmé la justesse de notre analyse et de nos positions sur la question de Palestine et sur la lutte et d'exiger le combat. Il n'est absolument pas possible d'accepter la défaite après avoir perdu une bataille. Ce serait transformer la perte de cette bataille en une victoire définitive de l'ennemi.: [630, 902, 924, 968]
- paragraph: « Le gouvernement se devait de trouver une solution à ce phénomène dangereux. Il encourage l'enseignement en lui accordant la priorité dans ses obligations nationales.: [28, 1241, 315, 1274]
- paragraph: « Ce sera alors la victoire de notre Révolution, la Révolution des masses laborieuses, la Révolution du 1er Novembre 1954.: [1246, 1709, 1596, 1731]
